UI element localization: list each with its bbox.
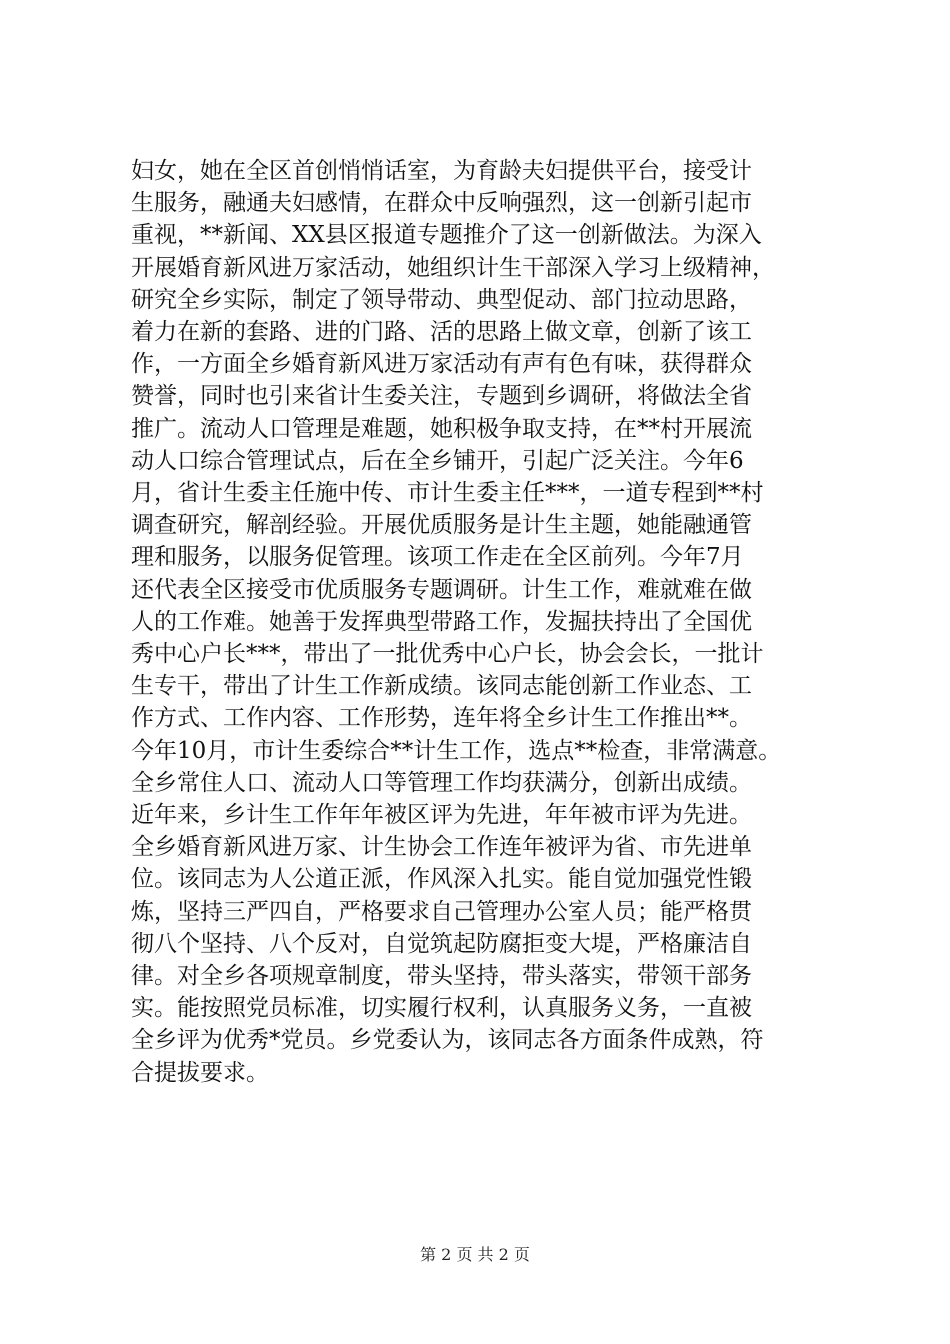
text-line: 秀中心户长***，带出了一批优秀中心户长，协会会长，一批计 xyxy=(131,641,764,668)
text-line: 近年来，乡计生工作年年被区评为先进，年年被市评为先进。 xyxy=(131,802,752,829)
text-line: 人的工作难。她善于发挥典型带路工作，发掘扶持出了全国优 xyxy=(131,608,752,635)
body-paragraph xyxy=(131,155,831,1089)
text-line: 重视，**新闻、XX县区报道专题推介了这一创新做法。为深入 xyxy=(131,222,762,249)
text-line: 开展婚育新风进万家活动，她组织计生干部深入学习上级精神， xyxy=(131,254,775,281)
text-line: 赞誉，同时也引来省计生委关注，专题到乡调研，将做法全省 xyxy=(131,383,752,410)
text-line: 全乡常住人口、流动人口等管理工作均获满分，创新出成绩。 xyxy=(131,769,752,796)
text-line: 炼，坚持三严四自，严格要求自己管理办公室人员；能严格贯 xyxy=(131,898,752,925)
text-line: 全乡婚育新风进万家、计生协会工作连年被评为省、市先进单 xyxy=(131,834,752,861)
text-line: 实。能按照党员标准，切实履行权利，认真服务义务，一直被 xyxy=(131,995,752,1022)
text-line: 研究全乡实际，制定了领导带动、典型促动、部门拉动思路， xyxy=(131,286,752,313)
text-line: 推广。流动人口管理是难题，她积极争取支持，在**村开展流 xyxy=(131,415,752,442)
page-footer: 第 2 页 共 2 页 xyxy=(420,1245,530,1264)
text-line: 全乡评为优秀*党员。乡党委认为，该同志各方面条件成熟，符 xyxy=(131,1027,764,1054)
text-line: 作方式、工作内容、工作形势，连年将全乡计生工作推出**。 xyxy=(131,705,752,732)
text-line: 还代表全区接受市优质服务专题调研。计生工作，难就难在做 xyxy=(131,576,752,603)
text-line: 生服务，融通夫妇感情，在群众中反响强烈，这一创新引起市 xyxy=(131,190,752,217)
text-line: 理和服务，以服务促管理。该项工作走在全区前列。今年7月 xyxy=(131,544,744,571)
text-line: 位。该同志为人公道正派，作风深入扎实。能自觉加强党性锻 xyxy=(131,866,752,893)
text-line: 动人口综合管理试点，后在全乡铺开，引起广泛关注。今年6 xyxy=(131,447,744,474)
text-line: 作，一方面全乡婚育新风进万家活动有声有色有味，获得群众 xyxy=(131,351,752,378)
text-line: 着力在新的套路、进的门路、活的思路上做文章，创新了该工 xyxy=(131,319,752,346)
text-line: 生专干，带出了计生工作新成绩。该同志能创新工作业态、工 xyxy=(131,673,752,700)
text-line: 彻八个坚持、八个反对，自觉筑起防腐拒变大堤，严格廉洁自 xyxy=(131,930,752,957)
text-line: 调查研究，解剖经验。开展优质服务是计生主题，她能融通管 xyxy=(131,512,752,539)
text-line: 妇女，她在全区首创悄悄话室，为育龄夫妇提供平台，接受计 xyxy=(131,158,752,184)
text-line: 律。对全乡各项规章制度，带头坚持，带头落实，带领干部务 xyxy=(131,963,752,990)
text-line: 合提拔要求。 xyxy=(131,1059,269,1086)
text-line: 月，省计生委主任施中传、市计生委主任***，一道专程到**村 xyxy=(131,480,764,507)
text-line: 今年10月，市计生委综合**计生工作，选点**检查，非常满意。 xyxy=(131,737,782,764)
